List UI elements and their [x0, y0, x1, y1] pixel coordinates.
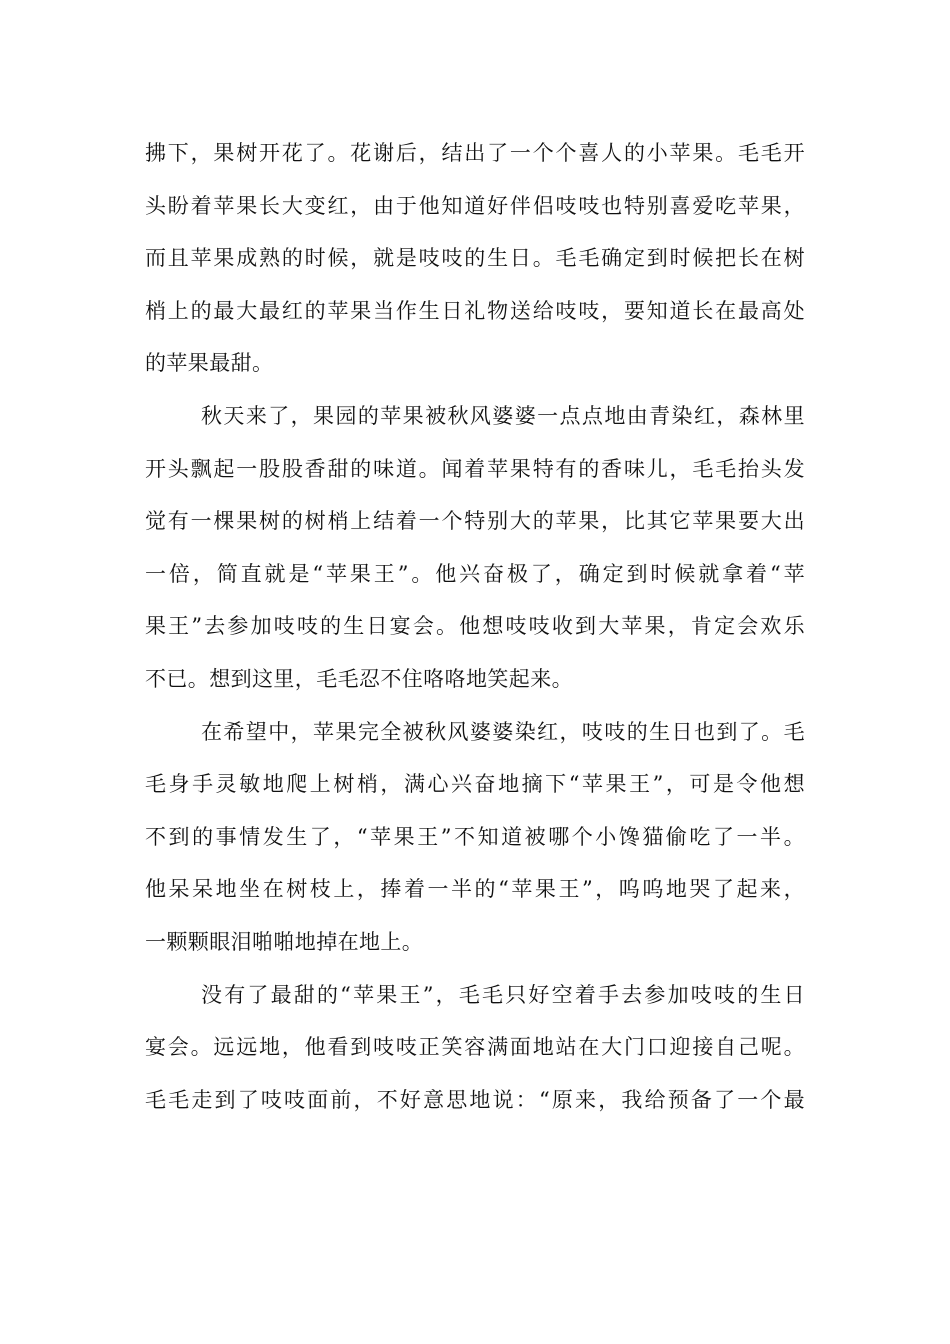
text-line: 他呆呆地坐在树枝上，捧着一半的“苹果王”，呜呜地哭了起来，: [145, 877, 805, 902]
text-line: 没有了最甜的“苹果王”，毛毛只好空着手去参加吱吱的生日: [201, 982, 805, 1007]
paragraph-2: [145, 394, 805, 710]
text-line: 而且苹果成熟的时候，就是吱吱的生日。毛毛确定到时候把长在树: [145, 246, 805, 271]
text-line: 拂下，果树开花了。花谢后，结出了一个个喜人的小苹果。毛毛开: [145, 141, 805, 165]
text-line: 不已。想到这里，毛毛忍不住咯咯地笑起来。: [145, 666, 573, 691]
paragraph-3: [145, 710, 805, 973]
paragraph-4: [145, 973, 805, 1131]
story-text: [145, 131, 805, 1130]
text-line: 果王”去参加吱吱的生日宴会。他想吱吱收到大苹果，肯定会欢乐: [145, 614, 805, 639]
text-line: 觉有一棵果树的树梢上结着一个特别大的苹果，比其它苹果要大出: [145, 509, 805, 534]
text-line: 毛毛走到了吱吱面前，不好意思地说：“原来，我给预备了一个最: [145, 1087, 805, 1112]
text-line: 秋天来了，果园的苹果被秋风婆婆一点点地由青染红，森林里: [201, 403, 805, 428]
text-line: 宴会。远远地，他看到吱吱正笑容满面地站在大门口迎接自己呢。: [145, 1035, 805, 1060]
text-line: 在希望中，苹果完全被秋风婆婆染红，吱吱的生日也到了。毛: [201, 719, 805, 744]
text-line: 一颗颗眼泪啪啪地掉在地上。: [145, 929, 424, 954]
text-line: 的苹果最甜。: [145, 351, 274, 376]
text-line: 开头飘起一股股香甜的味道。闻着苹果特有的香味儿，毛毛抬头发: [145, 456, 805, 481]
text-line: 梢上的最大最红的苹果当作生日礼物送给吱吱，要知道长在最高处: [145, 298, 805, 323]
text-line: 一倍，简直就是“苹果王”。他兴奋极了，确定到时候就拿着“苹: [145, 561, 805, 586]
text-line: 不到的事情发生了，“苹果王”不知道被哪个小馋猫偷吃了一半。: [145, 824, 805, 849]
text-line: 毛身手灵敏地爬上树梢，满心兴奋地摘下“苹果王”，可是令他想: [145, 772, 805, 797]
paragraph-1: [145, 131, 805, 394]
text-line: 头盼着苹果长大变红，由于他知道好伴侣吱吱也特别喜爱吃苹果，: [145, 193, 805, 218]
